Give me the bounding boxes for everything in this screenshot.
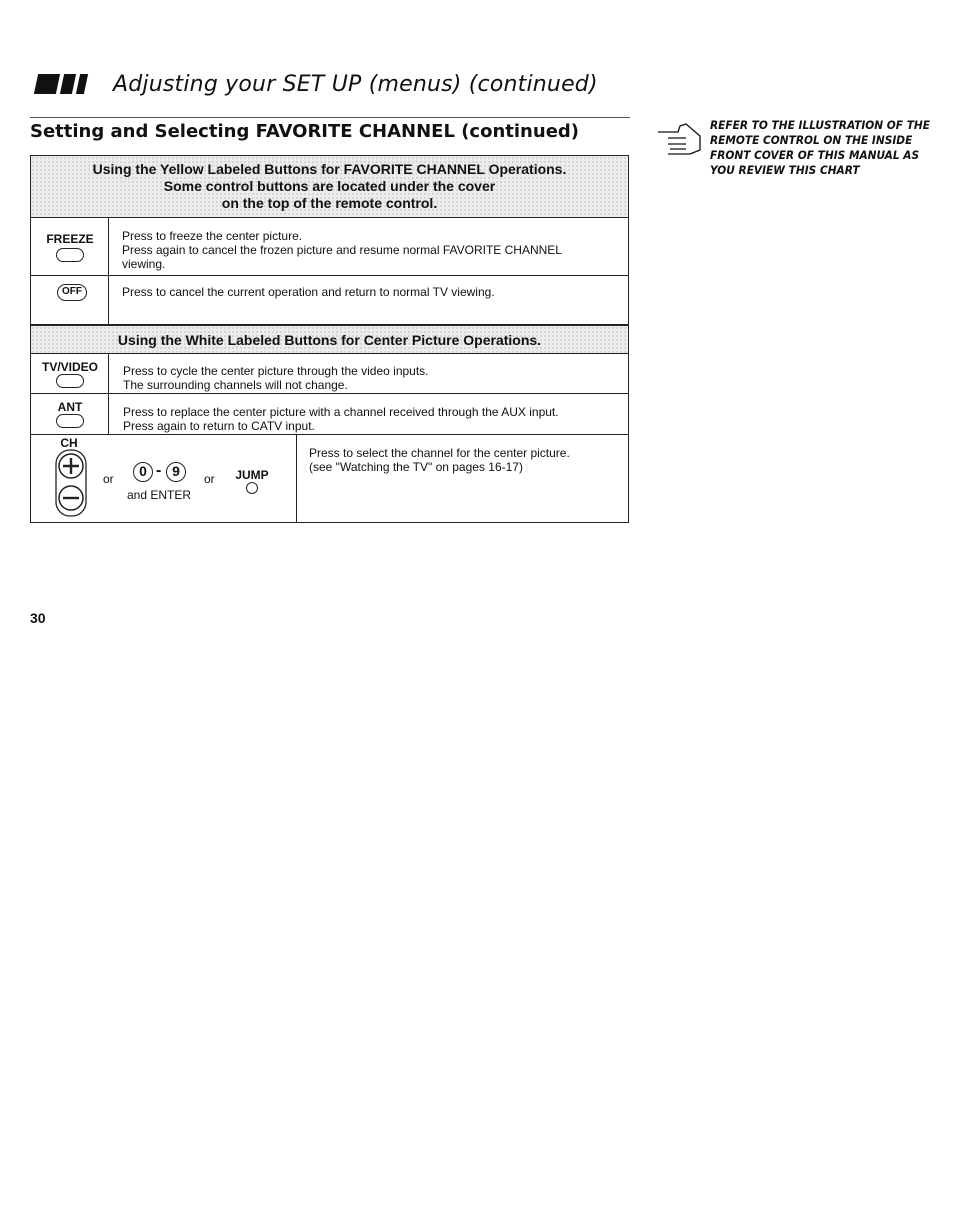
description-line: viewing. [122,257,166,271]
freeze-button[interactable] [56,248,84,262]
side-note [710,118,931,178]
digit-nine-button[interactable] [166,462,186,482]
section-title: Setting and Selecting FAVORITE CHANNEL (continued) [30,121,580,142]
row-divider [30,434,629,435]
ant-label: ANT [57,400,83,414]
channel-rocker-button[interactable] [54,448,88,518]
and-enter-text: and ENTER [127,488,192,502]
description-line: Press to freeze the center picture. [122,229,303,243]
ch-description [309,446,619,474]
description-line: Press to cancel the current operation and return to normal TV viewing. [122,285,495,299]
description-line: Press to cycle the center picture through the video inputs. [123,364,429,378]
header-marks [36,74,96,94]
column-divider [296,434,297,523]
column-divider [108,217,109,325]
banner-line: Some control buttons are located under the cover [163,178,496,194]
row-divider [30,393,629,394]
white-buttons-banner [30,325,629,354]
tv-video-label: TV/VIDEO [41,360,98,374]
digit-zero-label: 0 [139,463,147,479]
page-title: Adjusting your SET UP (menus) (continued) [113,72,598,97]
freeze-description [122,229,622,271]
description-line: Press again to return to CATV input. [123,419,315,433]
tv-video-description [123,364,623,392]
description-line: (see "Watching the TV" on pages 16-17) [309,460,523,474]
jump-button[interactable] [246,482,258,494]
page-number: 30 [30,610,46,626]
description-line: Press again to cancel the frozen picture and resume normal FAVORITE CHANNEL [122,243,562,257]
side-note-line: YOU REVIEW THIS CHART [710,163,860,177]
or-text: or [204,472,215,486]
row-divider [30,275,629,276]
header-rule [30,117,630,118]
ch-label: CH [60,436,78,450]
banner-line: Using the White Labeled Buttons for Center Picture Operations. [117,332,542,348]
off-button[interactable] [57,284,87,301]
ant-button[interactable] [56,414,84,428]
freeze-label: FREEZE [46,232,94,246]
jump-label: JUMP [235,468,269,482]
digit-zero-button[interactable] [133,462,153,482]
description-line: Press to select the channel for the center picture. [309,446,570,460]
digit-nine-label: 9 [172,463,180,479]
description-line: Press to replace the center picture with a channel received through the AUX input. [123,405,559,419]
or-text: or [103,472,114,486]
banner-line: Using the Yellow Labeled Buttons for FAVORITE CHANNEL Operations. [92,161,567,177]
description-line: The surrounding channels will not change. [123,378,348,392]
off-label: OFF [62,286,82,297]
pointing-hand-icon [656,118,702,156]
side-note-line: FRONT COVER OF THIS MANUAL AS [710,148,920,162]
digit-range-dash: - [156,462,162,479]
yellow-buttons-banner [30,155,629,218]
ant-description [123,405,623,433]
banner-line: on the top of the remote control. [221,195,438,211]
tv-video-button[interactable] [56,374,84,388]
off-description [122,285,622,299]
side-note-line: REFER TO THE ILLUSTRATION OF THE [710,118,931,132]
side-note-line: REMOTE CONTROL ON THE INSIDE [710,133,913,147]
column-divider [108,353,109,435]
